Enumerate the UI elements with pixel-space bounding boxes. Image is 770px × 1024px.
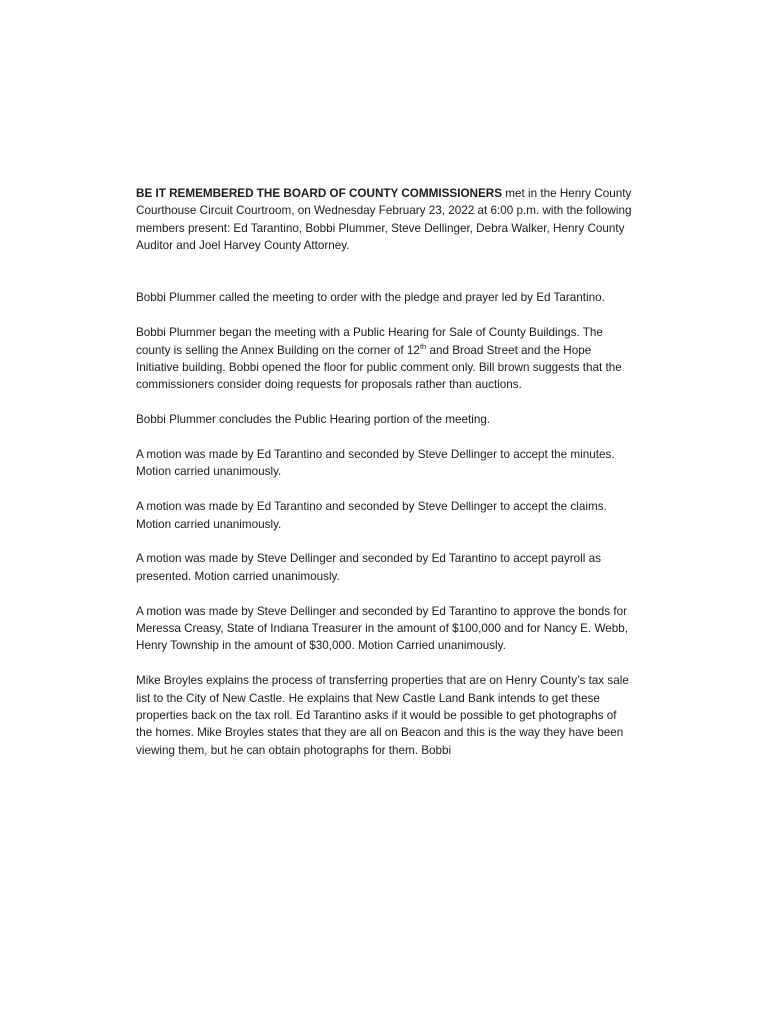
motion-payroll-paragraph: A motion was made by Steve Dellinger and seconded by Ed Tarantino to accept payroll as presented. Motion carried unanimously.	[136, 552, 601, 583]
broyles-paragraph: Mike Broyles explains the process of transferring properties that are on Henry County’s tax sale list to the City of New Castle. He explains that New Castle Land Bank intends to get these properties back on the tax roll. Ed Tarantino asks if it would be possible to get photographs of the homes. Mike Broyles states that they are all on Beacon and this is the way they have been viewing them, but he can obtain photographs for them. Bobbi	[136, 674, 629, 757]
opening-lead: BE IT REMEMBERED THE BOARD OF COUNTY COMMISSIONERS	[136, 187, 503, 200]
minutes-body	[136, 185, 636, 759]
public-hearing-text-2: and Broad Street and the Hope Initiative building. Bobbi opened the floor for public comment only. Bill brown suggests that the commissioners consider doing requests for proposals rather than auctions.	[136, 343, 622, 392]
motion-minutes-paragraph: A motion was made by Ed Tarantino and seconded by Steve Dellinger to accept the minutes. Motion carried unanimously.	[136, 448, 615, 479]
hearing-concluded-paragraph: Bobbi Plummer concludes the Public Hearing portion of the meeting.	[136, 413, 491, 427]
motion-bonds-paragraph: A motion was made by Steve Dellinger and seconded by Ed Tarantino to approve the bonds for Meressa Creasy, State of Indiana Treasurer in the amount of $100,000 and for Nancy E. Webb, Henry Township in the amount of $30,000. Motion Carried unanimously.	[136, 604, 629, 653]
ordinal-superscript: th	[419, 341, 427, 351]
opening-paragraph	[136, 185, 636, 255]
public-hearing-paragraph	[136, 324, 636, 394]
public-hearing-text-1: Bobbi Plummer began the meeting with a Public Hearing for Sale of County Buildings. The county is selling the Annex Building on the corner of 12	[136, 326, 603, 357]
motion-claims-paragraph: A motion was made by Ed Tarantino and seconded by Steve Dellinger to accept the claims. Motion carried unanimously.	[136, 500, 607, 531]
call-to-order-paragraph: Bobbi Plummer called the meeting to order with the pledge and prayer led by Ed Tarantino.	[136, 291, 605, 305]
opening-rest: met in the Henry County Courthouse Circuit Courtroom, on Wednesday February 23, 2022 at 6:00 p.m. with the following members present: Ed Tarantino, Bobbi Plummer, Steve Dellinger, Debra Walker, Henry County Auditor and Joel Harvey County Attorney.	[136, 187, 632, 253]
